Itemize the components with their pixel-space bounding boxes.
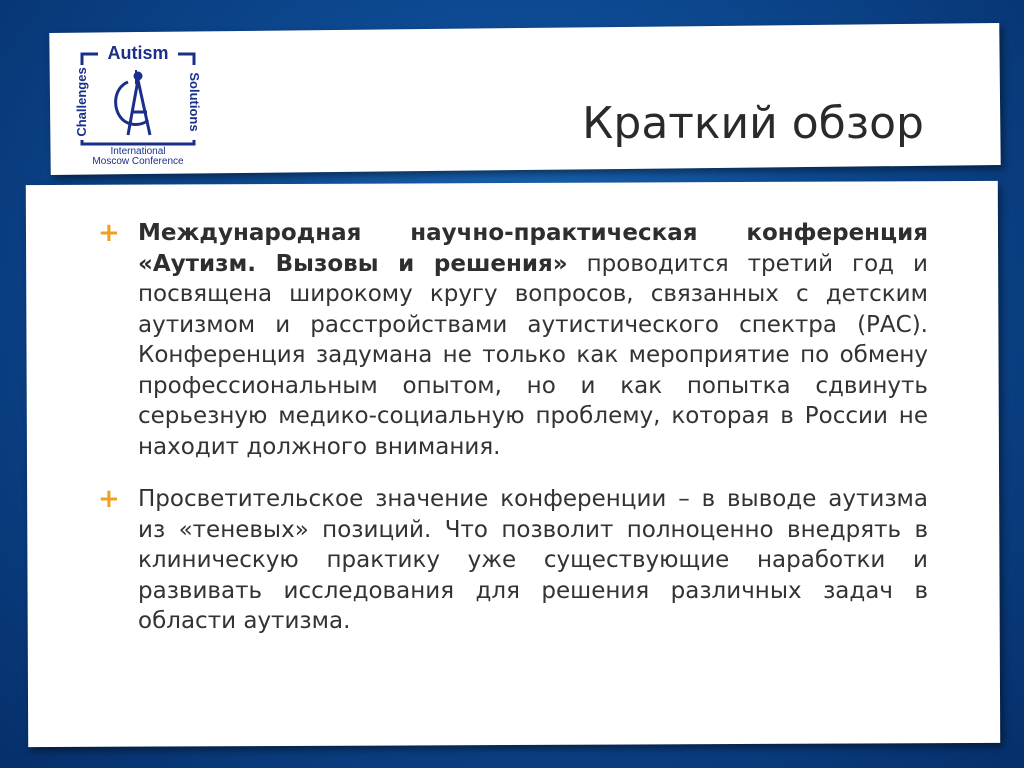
logo-right-text: Solutions <box>187 72 202 132</box>
logo-emblem <box>116 70 150 135</box>
conference-logo <box>68 40 208 165</box>
bullet-item <box>98 218 928 462</box>
plus-icon: + <box>98 218 120 248</box>
slide-title: Краткий обзор <box>582 98 924 149</box>
logo-bottom-line1: International <box>110 146 166 157</box>
logo-left-text: Challenges <box>74 67 89 137</box>
bullet-text: проводится третий год и посвящена широкому кругу вопросов, связанных с детским аутизмом и расстройствами аутистического спектра (РАС). Конференция задумана не только как мероприятие по обмену профессиональным опытом, но и как попытка сдвинуть серьезную медико-социальную проблему, которая в России не находит должного внимания. <box>138 250 928 460</box>
bullet-bold-text: Международная научно-практическая конференция «Аутизм. Вызовы и решения» <box>138 220 928 277</box>
content-body <box>98 218 928 659</box>
bullet-text: Просветительское значение конференции – в выводе аутизма из «теневых» позиций. Что позволит полноценно внедрять в клиническую практику уже существующие наработки и развивать исследования для решения различных задач в области аутизма. <box>138 486 928 634</box>
plus-icon: + <box>98 484 120 514</box>
logo-top-text: Autism <box>107 43 169 63</box>
bullet-item <box>98 484 928 637</box>
logo-bottom-line2: Moscow Conference <box>92 156 184 165</box>
